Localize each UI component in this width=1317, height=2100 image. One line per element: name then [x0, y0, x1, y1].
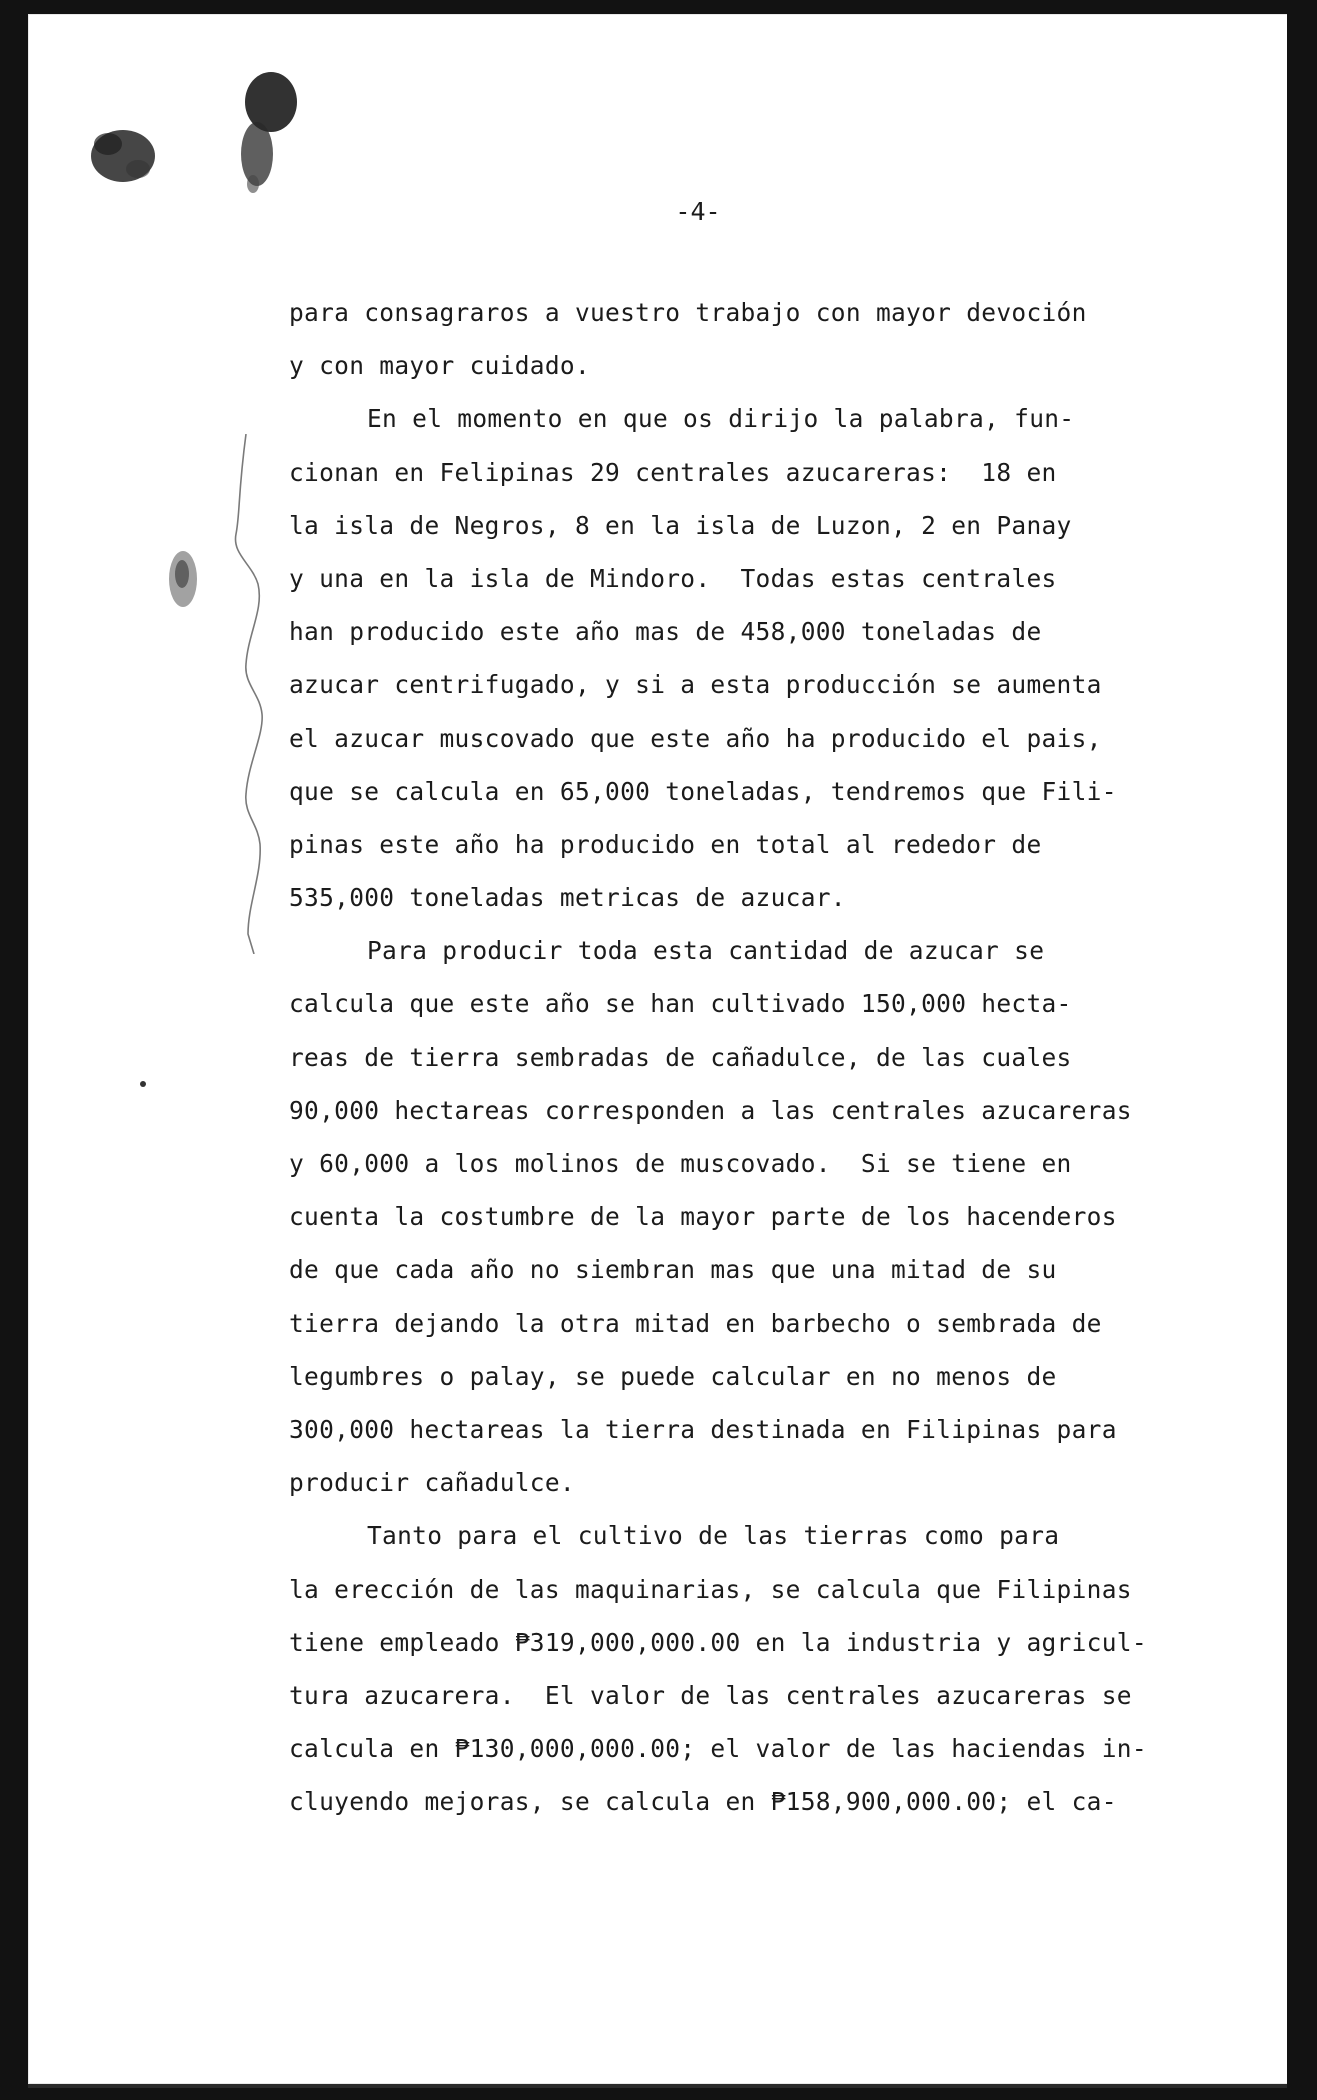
text-line: tierra dejando la otra mitad en barbecho o sembrada de [289, 1308, 1102, 1338]
scan-right-edge [1287, 0, 1317, 2100]
text-line: la erección de las maquinarias, se calcula que Filipinas [289, 1574, 1132, 1604]
text-line: y una en la isla de Mindoro. Todas estas centrales [289, 563, 1057, 593]
ink-dot [138, 1079, 148, 1089]
paragraph [289, 286, 1189, 392]
ink-blot-top [223, 66, 313, 196]
text-line: legumbres o palay, se puede calcular en no menos de [289, 1361, 1057, 1391]
paragraph [289, 392, 1189, 924]
text-line: pinas este año ha producido en total al rededor de [289, 829, 1042, 859]
text-line: 535,000 toneladas metricas de azucar. [289, 883, 846, 913]
text-line: calcula en ₱130,000,000.00; el valor de las haciendas in- [289, 1734, 1147, 1764]
text-line: reas de tierra sembradas de cañadulce, de las cuales [289, 1042, 1072, 1072]
text-line: la isla de Negros, 8 en la isla de Luzon, 2 en Panay [289, 510, 1072, 540]
text-line: y 60,000 a los molinos de muscovado. Si se tiene en [289, 1149, 1072, 1178]
text-line: que se calcula en 65,000 toneladas, tendremos que Fili- [289, 776, 1117, 806]
text-line: han producido este año mas de 458,000 toneladas de [289, 617, 1042, 647]
text-line: y con mayor cuidado. [289, 351, 591, 381]
text-line: En el momento en que os dirijo la palabra, fun- [367, 404, 1075, 434]
margin-bracket-mark [218, 434, 298, 954]
text-line: para consagraros a vuestro trabajo con mayor devoción [289, 298, 1087, 327]
text-line: 300,000 hectareas la tierra destinada en Filipinas para [289, 1414, 1117, 1444]
body-text [289, 286, 1189, 1828]
ink-blot-left [78, 114, 168, 194]
text-line: cionan en Felipinas 29 centrales azucareras: 18 en [289, 457, 1057, 487]
text-line: 90,000 hectareas corresponden a las centrales azucareras [289, 1095, 1132, 1125]
text-line: azucar centrifugado, y si a esta producción se aumenta [289, 670, 1102, 700]
text-line: producir cañadulce. [289, 1468, 575, 1498]
page-number: -4- [675, 197, 721, 226]
text-line: calcula que este año se han cultivado 150,000 hecta- [289, 989, 1072, 1019]
text-line: tura azucarera. El valor de las centrales azucareras se [289, 1680, 1132, 1710]
text-line: Tanto para el cultivo de las tierras como para [367, 1521, 1060, 1551]
ink-smudge-margin [158, 544, 208, 614]
text-line: el azucar muscovado que este año ha producido el pais, [289, 723, 1102, 753]
text-line: cluyendo mejoras, se calcula en ₱158,900,000.00; el ca- [289, 1787, 1117, 1817]
text-line: tiene empleado ₱319,000,000.00 en la industria y agricul- [289, 1627, 1147, 1657]
text-line: Para producir toda esta cantidad de azucar se [367, 936, 1045, 966]
paragraph [289, 1509, 1189, 1828]
paragraph [289, 924, 1189, 1509]
text-line: cuenta la costumbre de la mayor parte de los hacenderos [289, 1202, 1117, 1232]
text-line: de que cada año no siembran mas que una mitad de su [289, 1255, 1057, 1285]
